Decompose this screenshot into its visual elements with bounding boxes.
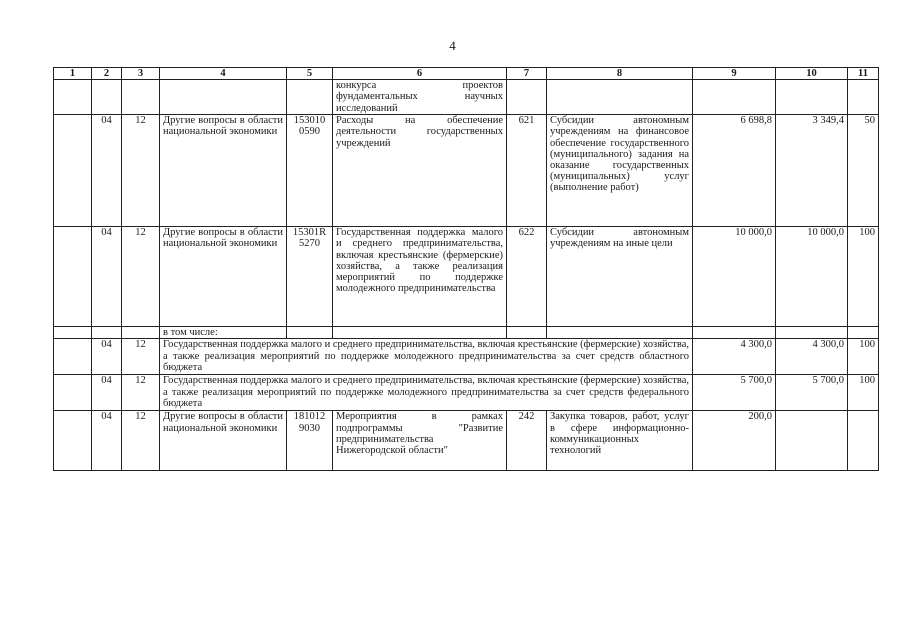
cell: Государственная поддержка малого и среднего предпринимательства, включая крестьянские (фермерские) хозяйства, а также реализация мероприятий по поддержке молодежного предпринимательства за счет средств федерального бюджета (160, 375, 693, 411)
cell (54, 115, 92, 227)
table-row (54, 115, 879, 227)
cell: 242 (507, 411, 547, 471)
cell: 181012 9030 (287, 411, 333, 471)
cell: 50 (848, 115, 879, 227)
cell (547, 80, 693, 115)
cell: конкурса проектов фундаментальных научных исследований (333, 80, 507, 115)
col-header-10: 10 (776, 68, 848, 80)
cell (848, 411, 879, 471)
cell: Другие вопросы в области национальной экономики (160, 115, 287, 227)
cell: 622 (507, 227, 547, 327)
cell: 100 (848, 339, 879, 375)
cell: 4 300,0 (693, 339, 776, 375)
cell: Другие вопросы в области национальной экономики (160, 411, 287, 471)
cell: 100 (848, 375, 879, 411)
cell: Расходы на обеспечение деятельности государственных учреждений (333, 115, 507, 227)
cell (507, 327, 547, 339)
header-row (54, 68, 879, 80)
table-row (54, 80, 879, 115)
cell (54, 227, 92, 327)
cell: Государственная поддержка малого и среднего предпринимательства, включая крестьянские (фермерские) хозяйства, а также реализация мероприятий по поддержке молодежного предпринимательства за счет средств областного бюджета (160, 339, 693, 375)
cell (547, 327, 693, 339)
cell (122, 80, 160, 115)
cell (122, 327, 160, 339)
cell (287, 327, 333, 339)
cell: 200,0 (693, 411, 776, 471)
budget-table (53, 67, 879, 471)
col-header-9: 9 (693, 68, 776, 80)
cell (848, 80, 879, 115)
col-header-6: 6 (333, 68, 507, 80)
page-number: 4 (449, 38, 456, 53)
cell: 3 349,4 (776, 115, 848, 227)
cell: 5 700,0 (776, 375, 848, 411)
cell: 12 (122, 227, 160, 327)
col-header-3: 3 (122, 68, 160, 80)
cell: в том числе: (160, 327, 287, 339)
cell: Мероприятия в рамках подпрограммы "Развитие предпринимательства Нижегородской области" (333, 411, 507, 471)
cell: 12 (122, 339, 160, 375)
table-row (54, 339, 879, 375)
cell: 10 000,0 (776, 227, 848, 327)
cell: 6 698,8 (693, 115, 776, 227)
cell (92, 327, 122, 339)
cell: 12 (122, 115, 160, 227)
cell: 153010 0590 (287, 115, 333, 227)
cell: 10 000,0 (693, 227, 776, 327)
cell (776, 327, 848, 339)
cell: 12 (122, 375, 160, 411)
cell: 04 (92, 115, 122, 227)
cell (507, 80, 547, 115)
cell (287, 80, 333, 115)
cell: Закупка товаров, работ, услуг в сфере информационно-коммуникационных технологий (547, 411, 693, 471)
cell (693, 327, 776, 339)
cell: 15301R 5270 (287, 227, 333, 327)
cell (848, 327, 879, 339)
cell: 04 (92, 411, 122, 471)
cell (92, 80, 122, 115)
col-header-5: 5 (287, 68, 333, 80)
cell: 100 (848, 227, 879, 327)
cell: Субсидии автономным учреждениям на финансовое обеспечение государственного (муниципального) задания на оказание государственных (муниципальных) услуг (выполнение работ) (547, 115, 693, 227)
cell: Государственная поддержка малого и среднего предпринимательства, включая крестьянские (фермерские) хозяйства, а также реализация мероприятий по поддержке молодежного предпринимательства (333, 227, 507, 327)
cell (54, 80, 92, 115)
cell: 4 300,0 (776, 339, 848, 375)
cell (776, 411, 848, 471)
cell: 12 (122, 411, 160, 471)
cell: 5 700,0 (693, 375, 776, 411)
col-header-4: 4 (160, 68, 287, 80)
cell (54, 411, 92, 471)
col-header-11: 11 (848, 68, 879, 80)
cell (54, 327, 92, 339)
cell: 04 (92, 339, 122, 375)
cell (776, 80, 848, 115)
table-row (54, 411, 879, 471)
col-header-7: 7 (507, 68, 547, 80)
table-row (54, 327, 879, 339)
cell (54, 339, 92, 375)
col-header-2: 2 (92, 68, 122, 80)
cell: 04 (92, 227, 122, 327)
cell: 621 (507, 115, 547, 227)
table-row (54, 227, 879, 327)
cell: Субсидии автономным учреждениям на иные цели (547, 227, 693, 327)
col-header-8: 8 (547, 68, 693, 80)
cell (333, 327, 507, 339)
cell: Другие вопросы в области национальной экономики (160, 227, 287, 327)
cell (693, 80, 776, 115)
col-header-1: 1 (54, 68, 92, 80)
cell (160, 80, 287, 115)
table-row (54, 375, 879, 411)
cell (54, 375, 92, 411)
cell: 04 (92, 375, 122, 411)
